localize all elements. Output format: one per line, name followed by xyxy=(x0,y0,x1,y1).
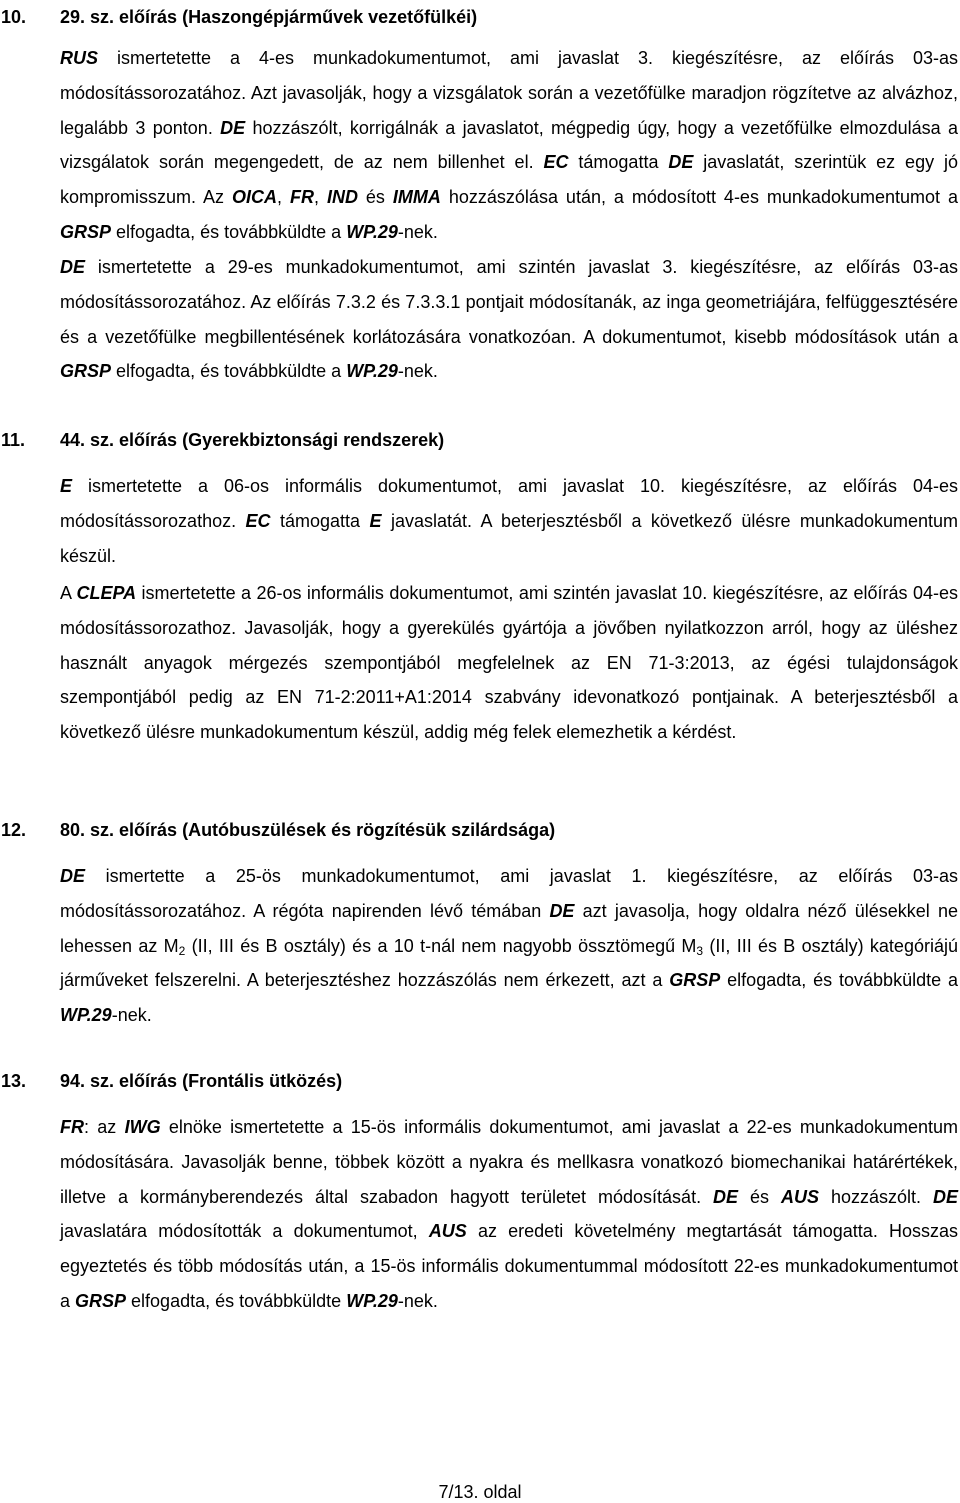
emphasis-text: IWG xyxy=(124,1117,161,1137)
emphasis-text: GRSP xyxy=(669,970,721,991)
emphasis-text: GRSP xyxy=(60,221,112,242)
text-run: és xyxy=(357,187,393,208)
paragraph xyxy=(60,41,958,250)
section-number: 11. xyxy=(1,430,26,450)
text-run: ismertetette a 26-os informális dokumentumot, ami szintén javaslat 10. kiegészítésre, az előírás 04-es módosítássorozathoz. Javasolják, hogy a gyerekülés gyártója a jövőben nyilatkozzon arról, hogy az üléshez használt anyagok mérgezés szempontjából megfelelnek az EN 71-3:2013, az égési tulajdonságok szempontjából pedig az EN 71-2:2011+A1:2014 szabvány idevonatkozó pontjainak. A beterjesztésből a következő ülésre munkadokumentum készül, addig még felek elemezhetik a kérdést. xyxy=(60,583,959,743)
section-title: 94. sz. előírás (Frontális ütközés) xyxy=(60,1071,343,1091)
emphasis-text: FR xyxy=(289,187,314,208)
text-run: elfogadta, és továbbküldte a xyxy=(720,970,958,991)
emphasis-text: AUS xyxy=(781,1186,820,1207)
subscript: 2 xyxy=(178,943,186,958)
emphasis-text: EC xyxy=(245,510,271,531)
text-run: támogatta xyxy=(270,510,370,531)
text-run: elfogadta, és továbbküldte a xyxy=(111,221,347,242)
text-run: , xyxy=(276,187,290,208)
section-heading xyxy=(0,819,555,841)
emphasis-text: FR xyxy=(60,1117,84,1137)
section-heading xyxy=(0,6,477,28)
text-run: (II, III és B osztály) kategóriájú járműveket felszerelni. A beterjesztéshez hozzászólás nem érkezett, azt a xyxy=(60,935,958,991)
page-number: 7/13. oldal xyxy=(438,1482,522,1502)
emphasis-text: DE xyxy=(713,1186,739,1207)
subscript: 3 xyxy=(696,943,704,958)
section-title: 80. sz. előírás (Autóbuszülések és rögzítésük szilárdsága) xyxy=(60,820,556,840)
emphasis-text: WP.29 xyxy=(346,221,398,242)
text-run: -nek. xyxy=(397,361,438,382)
emphasis-text: WP.29 xyxy=(60,1005,112,1026)
text-run: hozzászólt, korrigálnák a javaslatot, mégpedig úgy, hogy a vezetőfülke elmozdulása a vizsgálatok során megengedett, de az nem billenhet el. xyxy=(60,117,959,173)
text-run: -nek. xyxy=(397,1290,438,1311)
paragraph xyxy=(60,859,958,1033)
emphasis-text: CLEPA xyxy=(76,583,137,603)
text-run: (II, III és B osztály) és a 10 t-nál nem nagyobb össztömegű M xyxy=(185,935,697,956)
section-title: 44. sz. előírás (Gyerekbiztonsági rendszerek) xyxy=(60,430,445,450)
text-run: azt javasolja, hogy oldalra néző ülésekkel ne lehessen az M xyxy=(60,900,958,956)
section-heading xyxy=(0,429,444,451)
section-heading xyxy=(0,1070,342,1092)
paragraph xyxy=(60,1110,958,1319)
text-run: : az xyxy=(84,1117,125,1137)
text-run: az eredeti követelmény megtartását támogatta. Hosszas egyeztetés és több módosítás után, a 15-ös informális dokumentummal módosított 22-es munkadokumentumot a xyxy=(60,1221,958,1311)
paragraph xyxy=(60,469,958,573)
section-title: 29. sz. előírás (Haszongépjárművek vezetőfülkéi) xyxy=(60,7,478,27)
text-run: ismertette a 25-ös munkadokumentumot, ami javaslat 1. kiegészítésre, az előírás 03-as módosítássorozatához. A régóta napirenden lévő témában xyxy=(60,866,958,921)
text-run: javaslatát. A beterjesztésből a következő ülésre munkadokumentum készül. xyxy=(60,510,958,566)
text-run: javaslatát, szerintük ez egy jó kompromisszum. Az xyxy=(60,152,958,208)
emphasis-text: DE xyxy=(220,117,246,138)
text-run: A xyxy=(60,583,77,603)
text-run: hozzászólása után, a módosított 4-es munkadokumentumot a xyxy=(440,187,958,208)
text-run: elfogadta, és továbbküldte xyxy=(126,1290,347,1311)
text-run: ismertetette a 29-es munkadokumentumot, ami szintén javaslat 3. kiegészítésre, az előírás 03-as módosítássorozatához. Az előírás 7.3.2 és 7.3.3.1 pontjait módosítanák, az inga geometriájára, felfüggesztésére és a vezetőfülke megbillentésének korlátozására vonatkozóan. A dokumentumot, kisebb módosítások után a xyxy=(60,257,958,347)
emphasis-text: DE xyxy=(668,152,694,173)
emphasis-text: DE xyxy=(60,257,86,277)
emphasis-text: AUS xyxy=(428,1221,467,1242)
section-number: 13. xyxy=(1,1071,27,1091)
text-run: ismertetette a 4-es munkadokumentumot, ami javaslat 3. kiegészítésre, az előírás 03-as módosítássorozatához. Azt javasolják, hogy a vizsgálatok során a vezetőfülke maradjon rögzítetve az alvázhoz, legalább 3 ponton. xyxy=(60,48,958,138)
section-number: 12. xyxy=(1,820,27,840)
text-run: , xyxy=(313,187,327,208)
emphasis-text: GRSP xyxy=(60,361,112,382)
text-run: elfogadta, és továbbküldte a xyxy=(111,361,347,382)
text-run: -nek. xyxy=(111,1005,152,1026)
emphasis-text: WP.29 xyxy=(346,361,398,382)
text-run: ismertetette a 06-os informális dokumentumot, ami javaslat 10. kiegészítésre, az előírás 04-es módosítássorozathoz. xyxy=(60,476,958,531)
text-run: hozzászólt. xyxy=(819,1186,933,1207)
emphasis-text: E xyxy=(369,510,382,531)
emphasis-text: WP.29 xyxy=(346,1290,398,1311)
emphasis-text: DE xyxy=(932,1186,958,1207)
text-run: -nek. xyxy=(397,221,438,242)
emphasis-text: E xyxy=(60,476,73,496)
paragraph xyxy=(60,576,958,750)
emphasis-text: EC xyxy=(543,152,569,173)
emphasis-text: DE xyxy=(549,900,575,921)
paragraph xyxy=(60,250,958,389)
emphasis-text: DE xyxy=(60,866,86,886)
section-number: 10. xyxy=(1,7,27,27)
emphasis-text: IND xyxy=(326,187,358,208)
text-run: és xyxy=(738,1186,781,1207)
emphasis-text: IMMA xyxy=(392,187,441,208)
text-run: támogatta xyxy=(568,152,669,173)
emphasis-text: GRSP xyxy=(75,1290,127,1311)
text-run: elnöke ismertetette a 15-ös informális dokumentumot, ami javaslat a 22-es munkadokumentum módosítására. Javasolják benne, többek között a nyakra és mellkasra vonatkozó biomechanikai határértékek, illetve a kormányberendezés által szabadon hagyott területet módosítását. xyxy=(60,1117,958,1207)
emphasis-text: OICA xyxy=(231,187,277,208)
text-run: javaslatára módosították a dokumentumot, xyxy=(60,1221,429,1242)
emphasis-text: RUS xyxy=(60,48,99,68)
